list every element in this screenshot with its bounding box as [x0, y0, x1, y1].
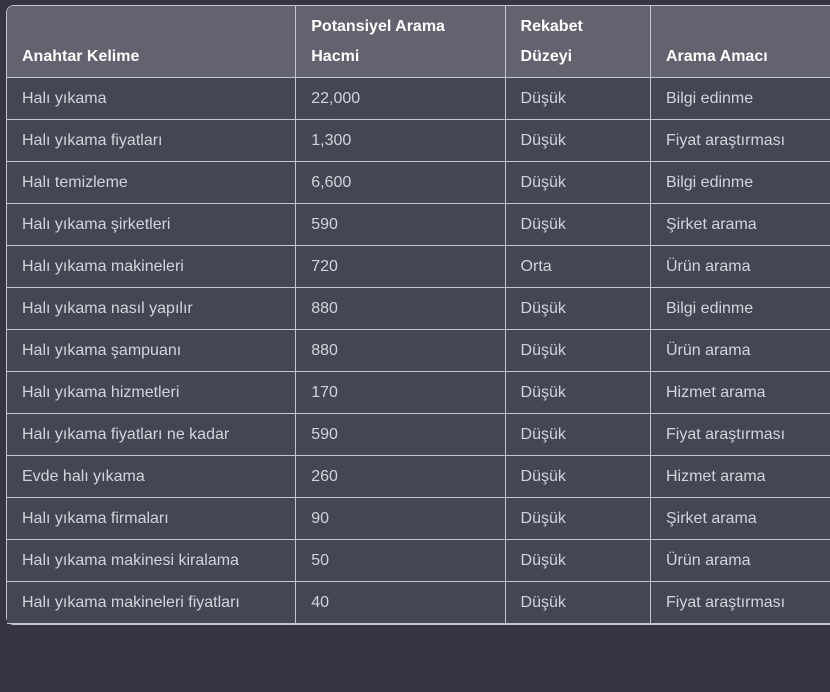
header-search-intent: Arama Amacı — [651, 6, 830, 78]
search-volume-cell: 720 — [296, 246, 505, 288]
competition-cell: Düşük — [506, 372, 651, 414]
keyword-cell: Halı yıkama nasıl yapılır — [7, 288, 296, 330]
table-row — [7, 162, 830, 204]
search-volume-cell: 590 — [296, 414, 505, 456]
search-intent-cell: Hizmet arama — [651, 456, 830, 498]
search-volume-cell: 260 — [296, 456, 505, 498]
table-row — [7, 246, 830, 288]
table-row — [7, 456, 830, 498]
search-intent-cell: Şirket arama — [651, 204, 830, 246]
competition-cell: Düşük — [506, 330, 651, 372]
search-volume-cell: 40 — [296, 582, 505, 624]
search-volume-cell: 590 — [296, 204, 505, 246]
table-row — [7, 204, 830, 246]
search-intent-cell: Şirket arama — [651, 498, 830, 540]
search-volume-cell: 50 — [296, 540, 505, 582]
header-search-volume: Potansiyel Arama Hacmi — [296, 6, 505, 78]
search-volume-cell: 22,000 — [296, 78, 505, 120]
search-intent-cell: Fiyat araştırması — [651, 582, 830, 624]
keyword-cell: Halı yıkama şampuanı — [7, 330, 296, 372]
search-intent-cell: Ürün arama — [651, 540, 830, 582]
competition-cell: Düşük — [506, 120, 651, 162]
competition-cell: Orta — [506, 246, 651, 288]
search-volume-cell: 90 — [296, 498, 505, 540]
keyword-cell: Halı yıkama — [7, 78, 296, 120]
search-volume-cell: 880 — [296, 330, 505, 372]
search-intent-cell: Bilgi edinme — [651, 78, 830, 120]
keyword-table — [6, 5, 830, 625]
search-volume-cell: 170 — [296, 372, 505, 414]
competition-cell: Düşük — [506, 162, 651, 204]
header-keyword: Anahtar Kelime — [7, 6, 296, 78]
keyword-cell: Halı yıkama hizmetleri — [7, 372, 296, 414]
table-header-row — [7, 6, 830, 78]
search-volume-cell: 880 — [296, 288, 505, 330]
competition-cell: Düşük — [506, 456, 651, 498]
table-body — [7, 78, 830, 624]
competition-cell: Düşük — [506, 498, 651, 540]
search-intent-cell: Fiyat araştırması — [651, 414, 830, 456]
search-intent-cell: Bilgi edinme — [651, 288, 830, 330]
keyword-cell: Halı yıkama fiyatları — [7, 120, 296, 162]
table-row — [7, 120, 830, 162]
competition-cell: Düşük — [506, 414, 651, 456]
search-intent-cell: Ürün arama — [651, 246, 830, 288]
header-competition: Rekabet Düzeyi — [506, 6, 651, 78]
keyword-cell: Halı temizleme — [7, 162, 296, 204]
table-row — [7, 414, 830, 456]
search-intent-cell: Hizmet arama — [651, 372, 830, 414]
search-intent-cell: Fiyat araştırması — [651, 120, 830, 162]
competition-cell: Düşük — [506, 78, 651, 120]
table-row — [7, 288, 830, 330]
table-row — [7, 498, 830, 540]
keyword-cell: Evde halı yıkama — [7, 456, 296, 498]
search-intent-cell: Bilgi edinme — [651, 162, 830, 204]
table-row — [7, 78, 830, 120]
competition-cell: Düşük — [506, 204, 651, 246]
table-row — [7, 540, 830, 582]
search-volume-cell: 6,600 — [296, 162, 505, 204]
keyword-cell: Halı yıkama şirketleri — [7, 204, 296, 246]
table-row — [7, 330, 830, 372]
keyword-cell: Halı yıkama makinesi kiralama — [7, 540, 296, 582]
keyword-cell: Halı yıkama makineleri fiyatları — [7, 582, 296, 624]
search-volume-cell: 1,300 — [296, 120, 505, 162]
table-row — [7, 372, 830, 414]
table-row — [7, 582, 830, 624]
keyword-cell: Halı yıkama fiyatları ne kadar — [7, 414, 296, 456]
competition-cell: Düşük — [506, 582, 651, 624]
competition-cell: Düşük — [506, 540, 651, 582]
search-intent-cell: Ürün arama — [651, 330, 830, 372]
competition-cell: Düşük — [506, 288, 651, 330]
keyword-cell: Halı yıkama makineleri — [7, 246, 296, 288]
keyword-cell: Halı yıkama firmaları — [7, 498, 296, 540]
